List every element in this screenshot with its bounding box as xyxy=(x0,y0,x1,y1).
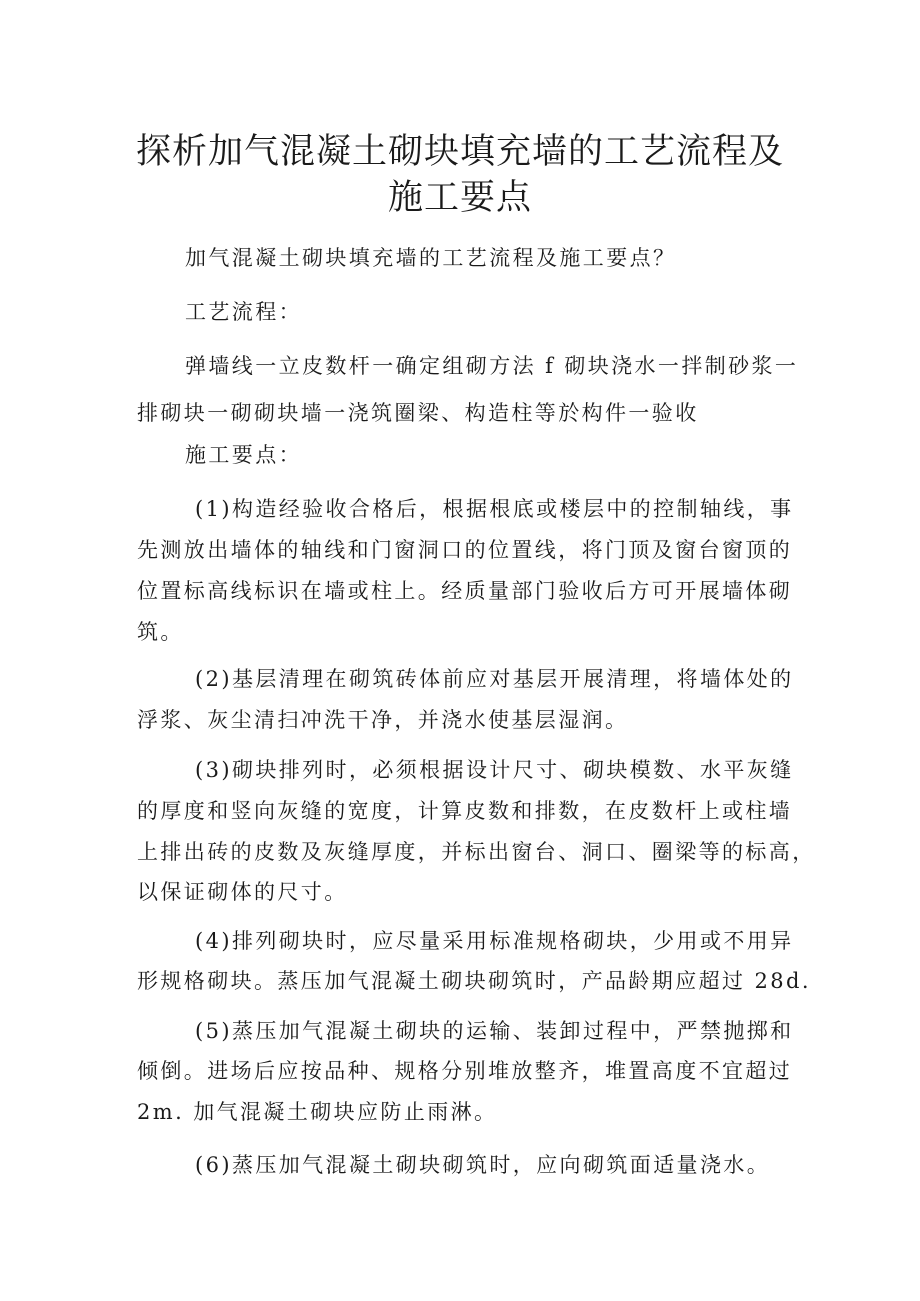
point-1-line-3: 位置标高线标识在墙或柱上。经质量部门验收后方可开展墙体砌 xyxy=(137,579,793,603)
document-title-line-1: 探析加气混凝土砌块填充墙的工艺流程及 xyxy=(135,132,784,172)
point-3-line-1: (3)砌块排列时，必须根据设计尺寸、砌块模数、水平灰缝 xyxy=(195,758,794,782)
point-5-line-2: 倾倒。进场后应按品种、规格分别堆放整齐，堆置高度不宜超过 xyxy=(137,1059,793,1083)
point-4-line-1: (4)排列砌块时，应尽量采用标准规格砌块，少用或不用异 xyxy=(195,929,794,953)
intro-question: 加气混凝土砌块填充墙的工艺流程及施工要点？ xyxy=(185,246,677,270)
points-heading: 施工要点： xyxy=(185,443,302,467)
document-title-line-2: 施工要点 xyxy=(387,178,532,218)
process-flow-line-1: 弹墙线一立皮数杆一确定组砌方法 f 砌块浇水一拌制砂浆一 xyxy=(185,354,799,378)
point-1-line-4: 筑。 xyxy=(137,620,184,644)
point-2-line-1: (2)基层清理在砌筑砖体前应对基层开展清理，将墙体处的 xyxy=(195,667,794,691)
point-1-line-1: (1)构造经验收合格后，根据根底或楼层中的控制轴线，事 xyxy=(195,497,794,521)
point-4-line-2: 形规格砌块。蒸压加气混凝土砌块砌筑时，产品龄期应超过 28d. xyxy=(137,969,811,993)
process-flow-line-2: 排砌块一砌砌块墙一浇筑圈梁、构造柱等於构件一验收 xyxy=(137,401,699,425)
point-5-line-3: 2m. 加气混凝土砌块应防止雨淋。 xyxy=(137,1100,498,1124)
point-3-line-2: 的厚度和竖向灰缝的宽度，计算皮数和排数，在皮数杆上或柱墙 xyxy=(137,799,793,823)
point-5-line-1: (5)蒸压加气混凝土砌块的运输、装卸过程中，严禁抛掷和 xyxy=(195,1019,794,1043)
point-6-line-1: (6)蒸压加气混凝土砌块砌筑时，应向砌筑面适量浇水。 xyxy=(195,1153,771,1177)
process-heading: 工艺流程： xyxy=(185,300,302,324)
point-3-line-4: 以保证砌体的尺寸。 xyxy=(137,880,348,904)
point-1-line-2: 先测放出墙体的轴线和门窗洞口的位置线，将门顶及窗台窗顶的 xyxy=(137,538,793,562)
point-2-line-2: 浮浆、灰尘清扫冲洗干净，并浇水使基层湿润。 xyxy=(137,708,629,732)
point-3-line-3: 上排出砖的皮数及灰缝厚度，并标出窗台、洞口、圈梁等的标高， xyxy=(137,840,816,864)
